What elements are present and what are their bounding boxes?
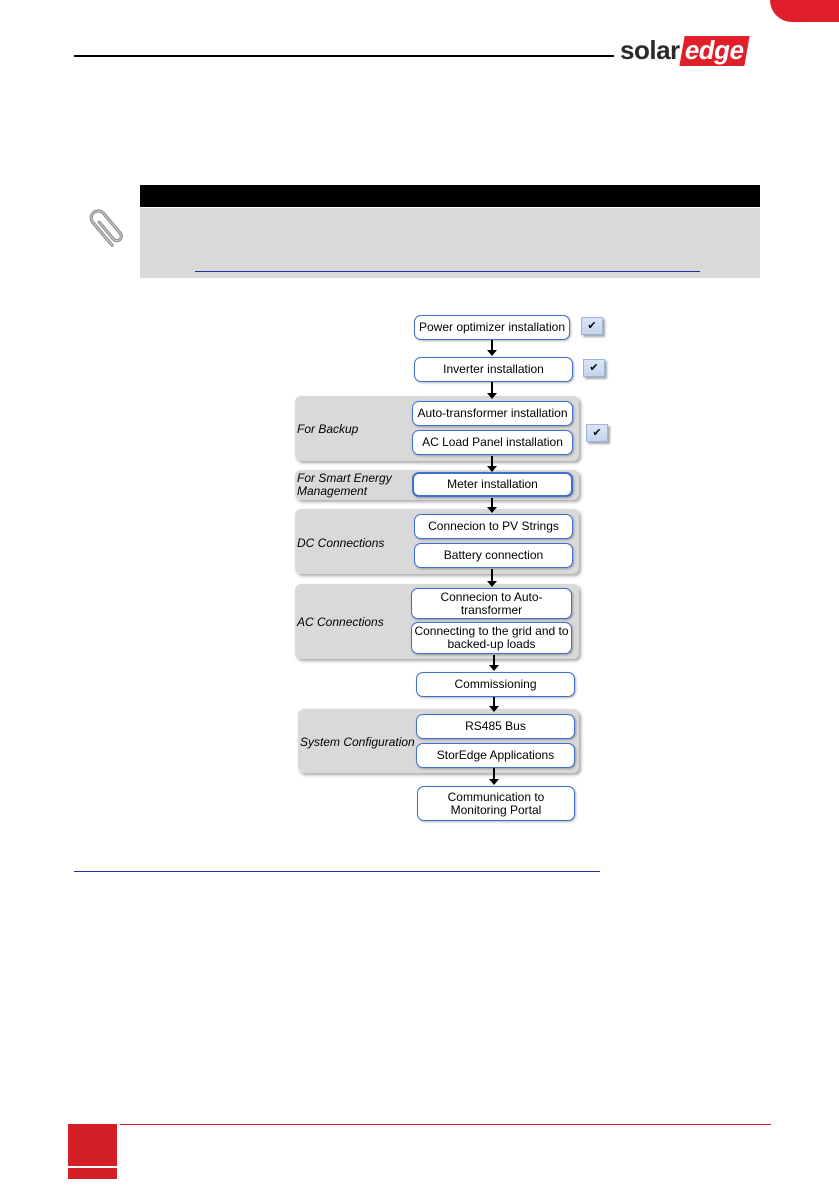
step-inverter: Inverter installation [414,357,573,382]
flow-arrow [493,697,495,707]
bottom-link-underline[interactable] [74,871,600,872]
step-meter: Meter installation [412,472,573,497]
group-label-smart-energy: For Smart Energy Management [297,471,392,498]
paperclip-icon [80,200,136,256]
flow-arrow [493,768,495,780]
header-rule [74,55,614,57]
group-label-backup: For Backup [297,422,359,436]
step-auto-transformer: Auto-transformer installation [412,401,573,426]
footer-rule [120,1124,771,1125]
page-corner-tab [770,0,839,22]
group-label-ac: AC Connections [297,615,384,629]
step-power-optimizer: Power optimizer installation [414,315,570,340]
flow-arrow [491,382,493,394]
step-ac-load-panel: AC Load Panel installation [412,430,573,455]
step-grid-backed-up: Connecting to the grid and to backed-up loads [411,622,572,654]
logo-edge-text: edge [679,36,749,66]
solaredge-logo [620,36,760,64]
note-link-underline[interactable] [195,271,700,272]
step-storedge-apps: StorEdge Applications [416,743,575,768]
check-icon: ✔ [583,359,605,377]
group-label-sysconf: System Configuration [300,735,415,749]
flow-arrow [491,340,493,351]
step-monitoring: Communication to Monitoring Portal [417,786,575,821]
check-icon: ✔ [581,317,603,335]
flow-arrow [493,655,495,666]
note-header-bar [140,185,760,207]
flow-arrow [491,456,493,467]
step-commissioning: Commissioning [416,672,575,697]
note-body [140,208,760,278]
step-pv-strings: Connecion to PV Strings [414,514,573,539]
group-label-dc: DC Connections [297,536,385,550]
flow-arrow [491,569,493,582]
flow-arrow [491,498,493,508]
step-auto-transformer-connection: Connecion to Auto-transformer [411,588,572,619]
check-icon: ✔ [586,424,608,442]
step-rs485: RS485 Bus [416,714,575,739]
footer-page-block-strip [68,1168,117,1179]
logo-solar-text: solar [620,35,680,65]
step-battery: Battery connection [414,543,573,568]
footer-page-block [68,1124,117,1166]
